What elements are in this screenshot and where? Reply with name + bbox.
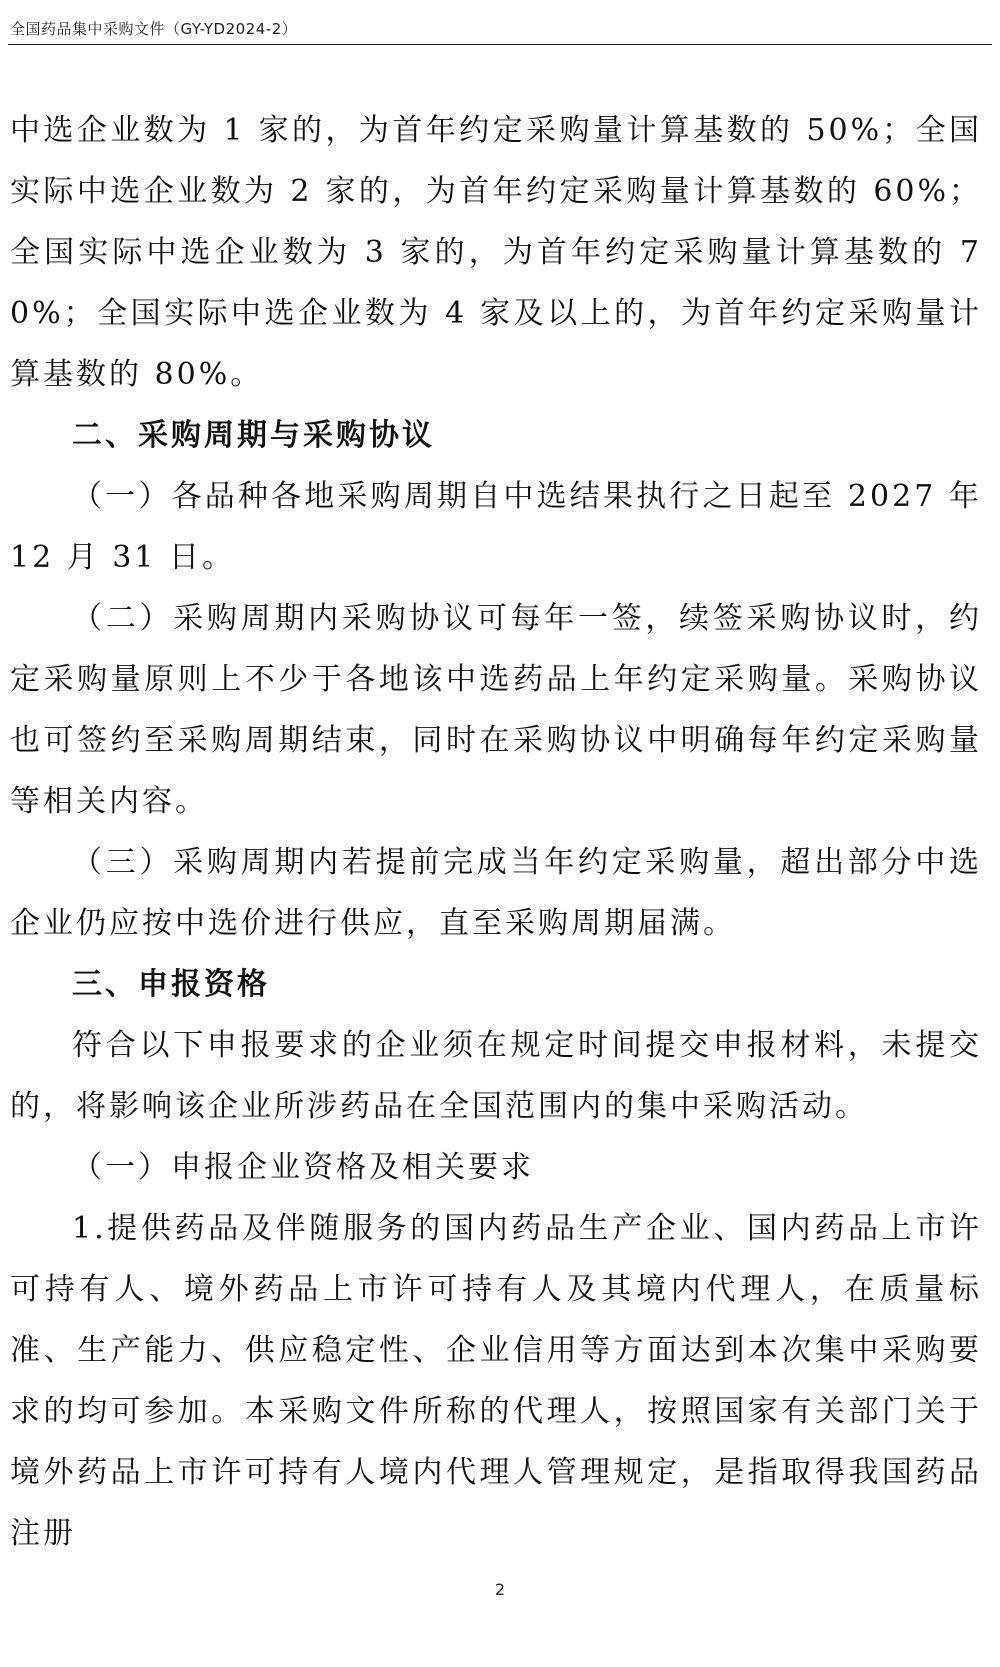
header-rule	[8, 44, 992, 45]
paragraph-selection-ratio: 中选企业数为 1 家的，为首年约定采购量计算基数的 50%；全国实际中选企业数为 2 家的，为首年约定采购量计算基数的 60%；全国实际中选企业数为 3 家的，为首年约定采购量计算基数的 70%；全国实际中选企业数为 4 家及以上的，为首年约定采购量计算基数的 80%。	[10, 113, 982, 392]
paragraph-cycle-item-3: （三）采购周期内若提前完成当年约定采购量，超出部分中选企业仍应按中选价进行供应，直至采购周期届满。	[10, 845, 982, 941]
paragraph-cycle-item-2: （二）采购周期内采购协议可每年一签，续签采购协议时，约定采购量原则上不少于各地该中选药品上年约定采购量。采购协议也可签约至采购周期结束，同时在采购协议中明确每年约定采购量等相关内容。	[10, 601, 982, 819]
subheading-enterprise-requirements: （一）申报企业资格及相关要求	[72, 1150, 534, 1185]
document-body	[10, 100, 982, 1564]
paragraph-requirement-1: 1.提供药品及伴随服务的国内药品生产企业、国内药品上市许可持有人、境外药品上市许可持有人及其境内代理人，在质量标准、生产能力、供应稳定性、企业信用等方面达到本次集中采购要求的均可参加。本采购文件所称的代理人，按照国家有关部门关于境外药品上市许可持有人境内代理人管理规定，是指取得我国药品注册	[10, 1211, 982, 1551]
page-number: 2	[494, 1580, 506, 1599]
paragraph-cycle-item-1: （一）各品种各地采购周期自中选结果执行之日起至 2027 年 12 月 31 日。	[10, 479, 982, 575]
paragraph-eligibility-intro: 符合以下申报要求的企业须在规定时间提交申报材料，未提交的，将影响该企业所涉药品在全国范围内的集中采购活动。	[10, 1028, 982, 1124]
running-header: 全国药品集中采购文件（GY-YD2024-2）	[10, 20, 298, 38]
section-heading-procurement-cycle: 二、采购周期与采购协议	[72, 418, 435, 453]
section-heading-eligibility: 三、申报资格	[72, 967, 270, 1002]
